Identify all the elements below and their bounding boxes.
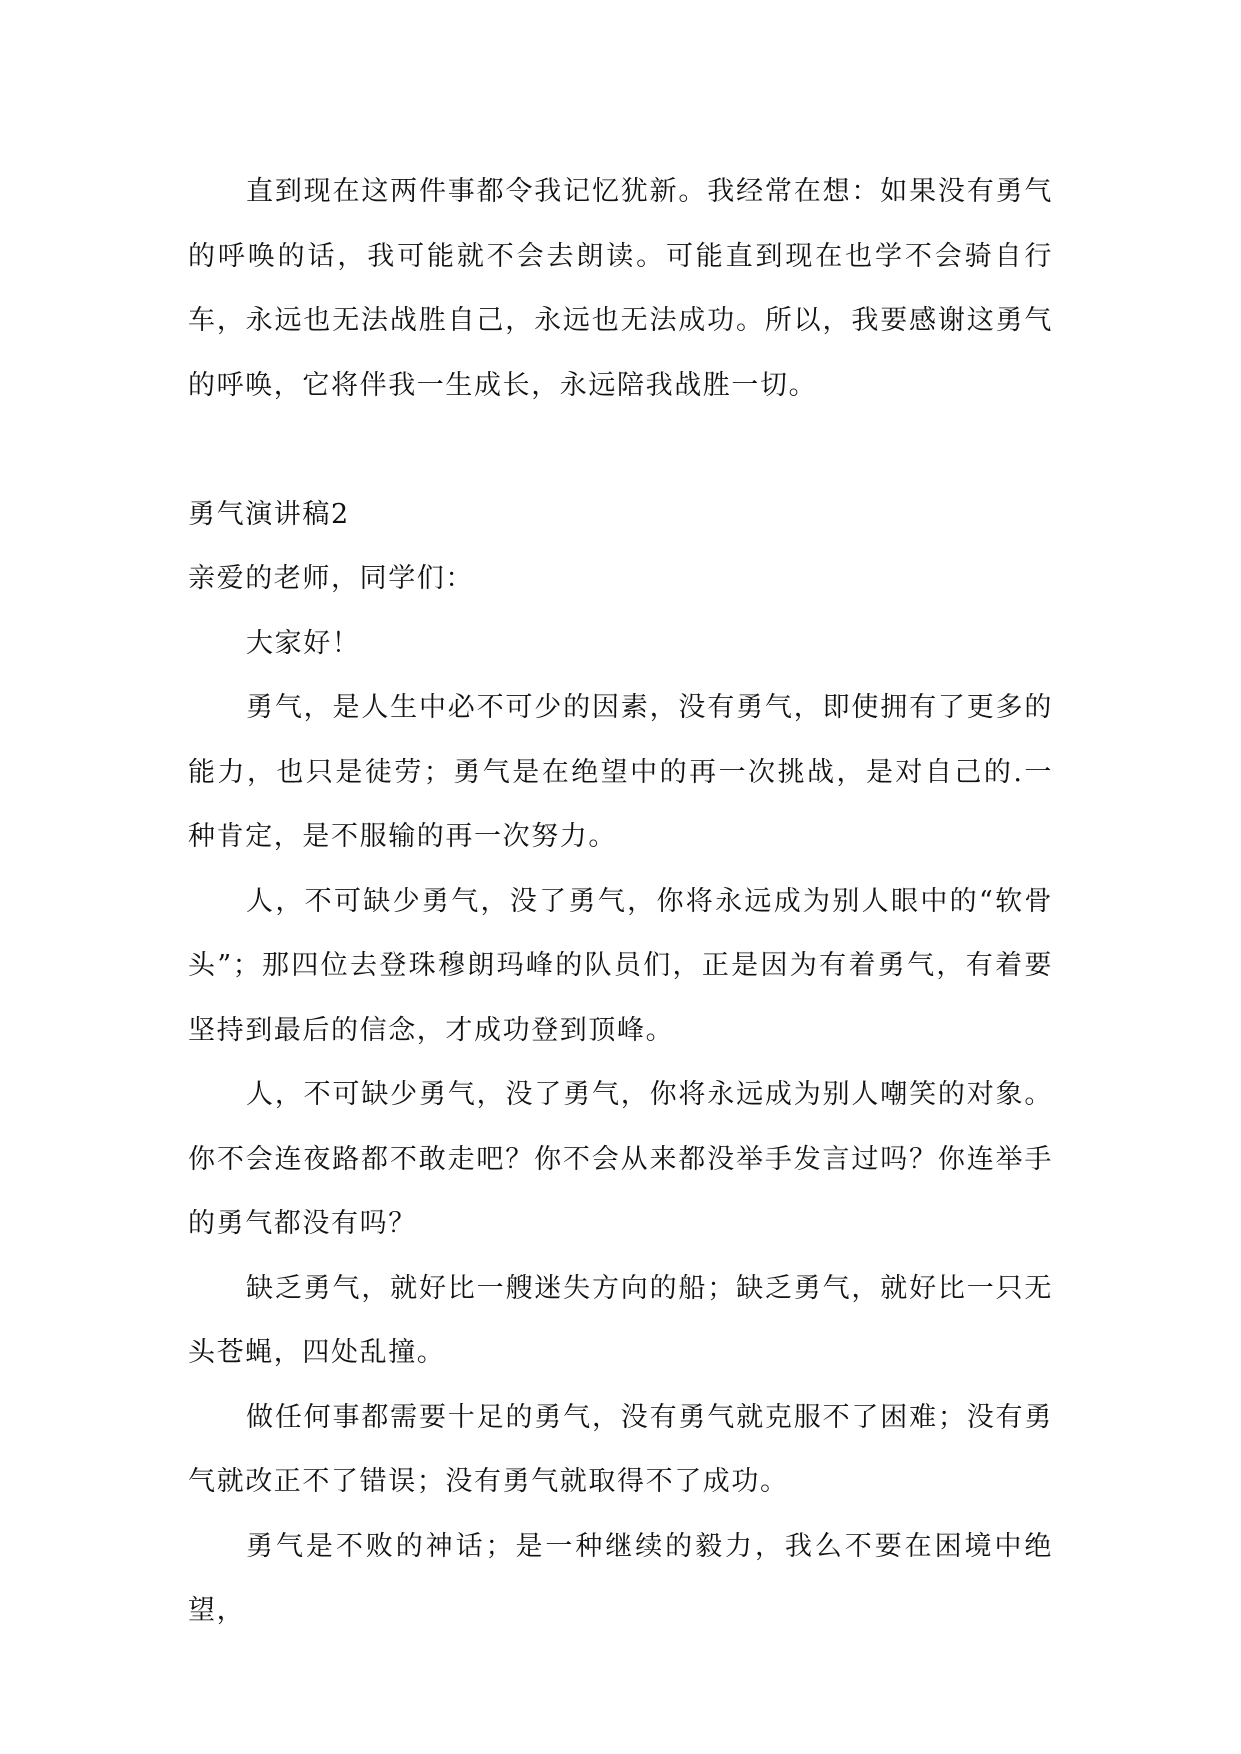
body-paragraph-6: 勇气是不败的神话；是一种继续的毅力，我么不要在困境中绝望， (188, 1530, 1053, 1626)
document-body (188, 160, 1053, 1644)
section-gap (188, 418, 1053, 483)
greeting: 大家好！ (246, 627, 361, 659)
body-paragraph-5: 做任何事都需要十足的勇气，没有勇气就克服不了困难；没有勇气就改正不了错误；没有勇气就取得不了成功。 (188, 1401, 1053, 1497)
body-paragraph-3: 人，不可缺少勇气，没了勇气，你将永远成为别人嘲笑的对象。你不会连夜路都不敢走吧？你不会从来都没举手发言过吗？你连举手的勇气都没有吗？ (188, 1079, 1053, 1239)
section-title: 勇气演讲稿2 (188, 498, 350, 530)
body-paragraph-4: 缺乏勇气，就好比一艘迷失方向的船；缺乏勇气，就好比一只无头苍蝇，四处乱撞。 (188, 1272, 1053, 1368)
body-paragraph-1: 勇气，是人生中必不可少的因素，没有勇气，即使拥有了更多的能力，也只是徒劳；勇气是在绝望中的再一次挑战，是对自己的.一种肯定，是不服输的再一次努力。 (188, 692, 1053, 852)
body-paragraph-2: 人，不可缺少勇气，没了勇气，你将永远成为别人眼中的“软骨头”；那四位去登珠穆朗玛峰的队员们，正是因为有着勇气，有着要坚持到最后的信念，才成功登到顶峰。 (188, 885, 1053, 1046)
salutation: 亲爱的老师，同学们： (188, 563, 474, 594)
intro-paragraph: 直到现在这两件事都令我记忆犹新。我经常在想：如果没有勇气的呼唤的话，我可能就不会去朗读。可能直到现在也学不会骑自行车，永远也无法战胜自己，永远也无法成功。所以，我要感谢这勇气的呼唤，它将伴我一生成长，永远陪我战胜一切。 (188, 176, 1053, 401)
